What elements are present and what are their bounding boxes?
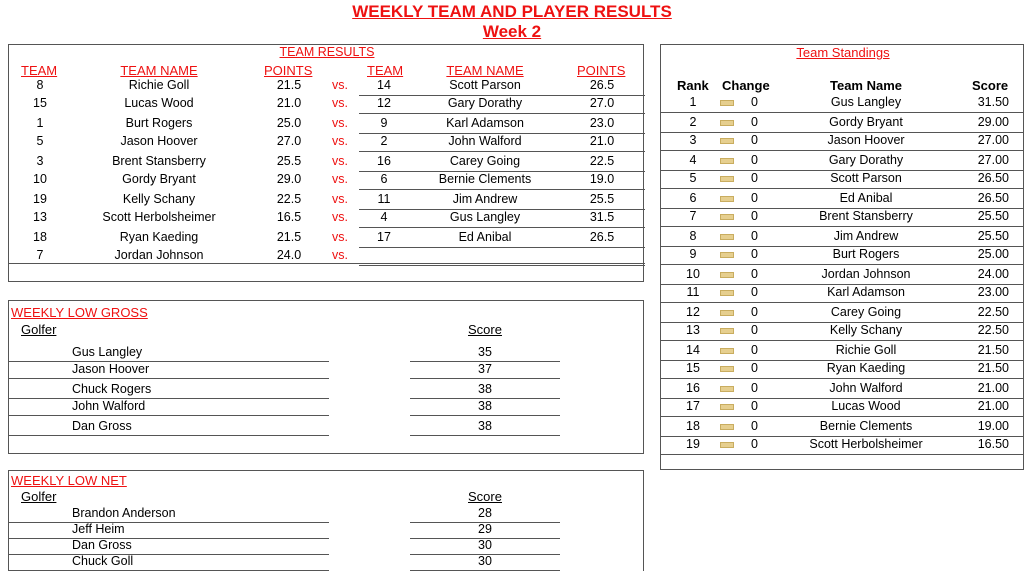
team-number-2: 11 [377, 192, 391, 206]
team-number-2: 2 [380, 134, 388, 148]
page-title: WEEKLY TEAM AND PLAYER RESULTS [352, 2, 672, 21]
team-number-1: 7 [36, 248, 44, 262]
team-name-1: Gordy Bryant [122, 172, 196, 186]
standings-row [661, 360, 1024, 379]
team-points-1: 22.5 [276, 192, 302, 206]
row-divider [359, 227, 645, 228]
table-row [9, 115, 645, 134]
team-score: 22.50 [977, 323, 1009, 337]
vs-label: vs. [332, 154, 348, 168]
standings-row [661, 132, 1024, 151]
no-change-bar-icon [720, 196, 734, 202]
row-divider [359, 151, 645, 152]
team-name-2: Gus Langley [449, 210, 521, 224]
table-row [9, 191, 645, 210]
team-number-2: 6 [380, 172, 388, 186]
team-number-2: 16 [377, 154, 391, 168]
team-score: 25.50 [977, 229, 1009, 243]
no-change-bar-icon [720, 214, 734, 220]
rank: 18 [686, 419, 700, 433]
team-number-2: 4 [380, 210, 388, 224]
team-score: 26.50 [977, 191, 1009, 205]
vs-label: vs. [332, 96, 348, 110]
team-name-1: Brent Stansberry [112, 154, 206, 168]
no-change-bar-icon [720, 310, 734, 316]
week-subtitle: Week 2 [482, 22, 542, 41]
row-divider [661, 454, 1024, 455]
team-score: 24.00 [977, 267, 1009, 281]
no-change-bar-icon [720, 252, 734, 258]
no-change-bar-icon [720, 424, 734, 430]
table-row [9, 171, 645, 190]
standings-heading: Team Standings [796, 45, 890, 60]
no-change-bar-icon [720, 348, 734, 354]
standings-row [661, 190, 1024, 209]
golfer-name: Jeff Heim [72, 522, 125, 536]
change-value: 0 [751, 171, 758, 185]
team-name: Gus Langley [830, 95, 902, 109]
row-divider [9, 435, 329, 436]
standings-row [661, 304, 1024, 323]
team-number-2: 9 [380, 116, 388, 130]
golfer-score: 30 [478, 538, 492, 552]
low-gross-golfer-header: Golfer [21, 322, 57, 337]
change-value: 0 [751, 133, 758, 147]
row-divider [359, 265, 645, 266]
team-results-heading: TEAM RESULTS [279, 45, 375, 59]
team-number-1: 3 [36, 154, 44, 168]
row-divider [359, 189, 645, 190]
change-value: 0 [751, 399, 758, 413]
no-change-bar-icon [720, 386, 734, 392]
team-results-divider [9, 263, 645, 264]
standings-row [661, 322, 1024, 341]
rank: 8 [689, 229, 697, 243]
team-name-1: Scott Herbolsheimer [102, 210, 216, 224]
team-name: Ed Anibal [839, 191, 893, 205]
team-number-1: 18 [33, 230, 47, 244]
team-score: 27.00 [977, 133, 1009, 147]
rank: 3 [689, 133, 697, 147]
golfer-score: 29 [478, 522, 492, 536]
team-name-2: Karl Adamson [446, 116, 524, 130]
col-team-name: Team Name [829, 78, 902, 93]
team-name: Brent Stansberry [819, 209, 913, 223]
row-divider [661, 416, 1024, 417]
team-name: Richie Goll [835, 343, 897, 357]
team-points-2: 26.5 [589, 78, 615, 92]
standings-row [661, 418, 1024, 437]
col-team-name-1: TEAM NAME [120, 63, 198, 78]
standings-row [661, 436, 1024, 455]
golfer-score: 38 [478, 382, 492, 396]
team-name: Lucas Wood [831, 399, 901, 413]
no-change-bar-icon [720, 234, 734, 240]
standings-row [661, 228, 1024, 247]
team-name-1: Lucas Wood [124, 96, 194, 110]
team-name-2: Carey Going [449, 154, 521, 168]
golfer-name: Chuck Goll [72, 554, 134, 568]
team-name-1: Kelly Schany [122, 192, 196, 206]
team-score: 21.00 [977, 399, 1009, 413]
change-value: 0 [751, 153, 758, 167]
table-row [9, 209, 645, 228]
col-team-2: TEAM [367, 63, 404, 78]
no-change-bar-icon [720, 328, 734, 334]
rank: 1 [689, 95, 697, 109]
team-points-1: 21.0 [276, 96, 302, 110]
list-item [9, 360, 645, 379]
team-points-1: 24.0 [276, 248, 302, 262]
rank: 6 [689, 191, 697, 205]
team-name: Kelly Schany [829, 323, 903, 337]
team-number-1: 13 [33, 210, 47, 224]
team-name: Carey Going [830, 305, 902, 319]
team-score: 16.50 [977, 437, 1009, 451]
team-number-1: 5 [36, 134, 44, 148]
row-divider [661, 264, 1024, 265]
rank: 12 [686, 305, 700, 319]
team-name: Karl Adamson [827, 285, 905, 299]
table-row [9, 153, 645, 172]
team-name-2: Gary Dorathy [447, 96, 523, 110]
standings-row [661, 208, 1024, 227]
vs-label: vs. [332, 230, 348, 244]
team-score: 27.00 [977, 153, 1009, 167]
team-points-2: 27.0 [589, 96, 615, 110]
row-divider [661, 378, 1024, 379]
vs-label: vs. [332, 192, 348, 206]
vs-label: vs. [332, 248, 348, 262]
no-change-bar-icon [720, 404, 734, 410]
team-points-2: 19.0 [589, 172, 615, 186]
list-item [9, 552, 645, 571]
vs-label: vs. [332, 210, 348, 224]
golfer-name: Dan Gross [72, 419, 132, 433]
no-change-bar-icon [720, 176, 734, 182]
col-team-1: TEAM [21, 63, 58, 78]
change-value: 0 [751, 419, 758, 433]
team-points-1: 16.5 [276, 210, 302, 224]
change-value: 0 [751, 437, 758, 451]
team-name-1: Burt Rogers [125, 116, 193, 130]
standings-row [661, 284, 1024, 303]
golfer-name: Brandon Anderson [72, 506, 176, 520]
team-score: 19.00 [977, 419, 1009, 433]
change-value: 0 [751, 229, 758, 243]
rank: 4 [689, 153, 697, 167]
golfer-name: Gus Langley [72, 345, 143, 359]
team-number-1: 19 [33, 192, 47, 206]
golfer-score: 38 [478, 419, 492, 433]
team-name: Jim Andrew [833, 229, 899, 243]
team-name: Burt Rogers [832, 247, 900, 261]
col-points-2: POINTS [577, 63, 626, 78]
golfer-name: Chuck Rogers [72, 382, 152, 396]
low-gross-panel [8, 300, 644, 454]
team-number-1: 8 [36, 78, 44, 92]
row-divider [410, 378, 560, 379]
change-value: 0 [751, 95, 758, 109]
standings-row [661, 114, 1024, 133]
golfer-name: Dan Gross [72, 538, 132, 552]
team-points-2: 31.5 [589, 210, 615, 224]
team-name: Ryan Kaeding [826, 361, 906, 375]
standings-row [661, 380, 1024, 399]
vs-label: vs. [332, 134, 348, 148]
team-points-1: 29.0 [276, 172, 302, 186]
vs-label: vs. [332, 116, 348, 130]
standings-row [661, 152, 1024, 171]
no-change-bar-icon [720, 120, 734, 126]
team-name: Bernie Clements [819, 419, 913, 433]
change-value: 0 [751, 247, 758, 261]
change-value: 0 [751, 115, 758, 129]
vs-label: vs. [332, 78, 348, 92]
golfer-score: 30 [478, 554, 492, 568]
change-value: 0 [751, 191, 758, 205]
standings-row [661, 246, 1024, 265]
team-name: Jordan Johnson [821, 267, 911, 281]
list-item [9, 397, 645, 416]
golfer-score: 37 [478, 362, 492, 376]
golfer-score: 38 [478, 399, 492, 413]
team-score: 21.50 [977, 343, 1009, 357]
low-gross-score-header: Score [468, 322, 502, 337]
change-value: 0 [751, 305, 758, 319]
team-name-1: Jordan Johnson [114, 248, 204, 262]
row-divider [410, 435, 560, 436]
team-points-2: 25.5 [589, 192, 615, 206]
team-name-2: Ed Anibal [458, 230, 512, 244]
golfer-score: 35 [478, 345, 492, 359]
team-score: 31.50 [977, 95, 1009, 109]
standings-row [661, 398, 1024, 417]
team-name-2: Jim Andrew [452, 192, 518, 206]
team-points-1: 21.5 [276, 230, 302, 244]
col-team-name-2: TEAM NAME [446, 63, 524, 78]
rank: 19 [686, 437, 700, 451]
team-name-1: Ryan Kaeding [119, 230, 199, 244]
standings-row [661, 266, 1024, 285]
no-change-bar-icon [720, 366, 734, 372]
change-value: 0 [751, 267, 758, 281]
row-divider [661, 226, 1024, 227]
team-points-1: 25.5 [276, 154, 302, 168]
team-name-2: Bernie Clements [438, 172, 532, 186]
rank: 14 [686, 343, 700, 357]
team-score: 26.50 [977, 171, 1009, 185]
change-value: 0 [751, 381, 758, 395]
vs-label: vs. [332, 172, 348, 186]
team-score: 25.50 [977, 209, 1009, 223]
standings-row [661, 94, 1024, 113]
team-name: John Walford [829, 381, 903, 395]
low-gross-heading: WEEKLY LOW GROSS [11, 305, 148, 320]
team-name: Jason Hoover [827, 133, 905, 147]
col-score: Score [972, 78, 1009, 93]
team-name: Gary Dorathy [828, 153, 904, 167]
no-change-bar-icon [720, 442, 734, 448]
rank: 11 [686, 285, 700, 299]
team-results-panel [8, 44, 644, 282]
team-score: 22.50 [977, 305, 1009, 319]
rank: 7 [689, 209, 697, 223]
change-value: 0 [751, 343, 758, 357]
team-score: 23.00 [977, 285, 1009, 299]
col-rank: Rank [677, 78, 709, 93]
row-divider [661, 150, 1024, 151]
row-divider [661, 112, 1024, 113]
no-change-bar-icon [720, 272, 734, 278]
rank: 13 [686, 323, 700, 337]
standings-row [661, 170, 1024, 189]
team-name: Gordy Bryant [829, 115, 903, 129]
no-change-bar-icon [720, 290, 734, 296]
team-points-2: 21.0 [589, 134, 615, 148]
rank: 15 [686, 361, 700, 375]
team-points-1: 21.5 [276, 78, 302, 92]
team-score: 21.50 [977, 361, 1009, 375]
low-net-heading: WEEKLY LOW NET [11, 473, 127, 488]
team-name-1: Jason Hoover [120, 134, 198, 148]
standings-row [661, 342, 1024, 361]
team-name: Scott Parson [830, 171, 902, 185]
table-row [9, 95, 645, 114]
no-change-bar-icon [720, 138, 734, 144]
row-divider [359, 113, 645, 114]
team-score: 21.00 [977, 381, 1009, 395]
rank: 17 [686, 399, 700, 413]
row-divider [9, 378, 329, 379]
row-divider [661, 302, 1024, 303]
list-item [9, 417, 645, 436]
team-points-1: 25.0 [276, 116, 302, 130]
low-net-golfer-header: Golfer [21, 489, 57, 504]
team-score: 25.00 [977, 247, 1009, 261]
team-number-1: 15 [33, 96, 47, 110]
team-points-2: 22.5 [589, 154, 615, 168]
table-row [9, 133, 645, 152]
team-number-2: 17 [377, 230, 391, 244]
table-row [9, 77, 645, 96]
team-name: Scott Herbolsheimer [809, 437, 923, 451]
table-row [9, 229, 645, 248]
change-value: 0 [751, 361, 758, 375]
team-points-2: 23.0 [589, 116, 615, 130]
team-number-1: 1 [36, 116, 44, 130]
team-name-1: Richie Goll [128, 78, 190, 92]
rank: 16 [686, 381, 700, 395]
team-score: 29.00 [977, 115, 1009, 129]
rank: 10 [686, 267, 700, 281]
rank: 9 [689, 247, 697, 261]
row-divider [661, 340, 1024, 341]
low-net-panel [8, 470, 644, 571]
golfer-name: John Walford [72, 399, 146, 413]
team-number-2: 14 [377, 78, 391, 92]
row-divider [410, 415, 560, 416]
team-number-2: 12 [377, 96, 391, 110]
no-change-bar-icon [720, 158, 734, 164]
team-points-1: 27.0 [276, 134, 302, 148]
golfer-score: 28 [478, 506, 492, 520]
team-name-2: Scott Parson [449, 78, 521, 92]
change-value: 0 [751, 285, 758, 299]
team-points-2: 26.5 [589, 230, 615, 244]
golfer-name: Jason Hoover [72, 362, 150, 376]
col-change: Change [722, 78, 770, 93]
change-value: 0 [751, 323, 758, 337]
col-points-1: POINTS [264, 63, 313, 78]
team-number-1: 10 [33, 172, 47, 186]
row-divider [661, 188, 1024, 189]
rank: 2 [689, 115, 697, 129]
low-net-score-header: Score [468, 489, 502, 504]
team-name-2: John Walford [448, 134, 522, 148]
rank: 5 [689, 171, 697, 185]
no-change-bar-icon [720, 100, 734, 106]
team-standings-panel [660, 44, 1024, 470]
row-divider [9, 415, 329, 416]
change-value: 0 [751, 209, 758, 223]
